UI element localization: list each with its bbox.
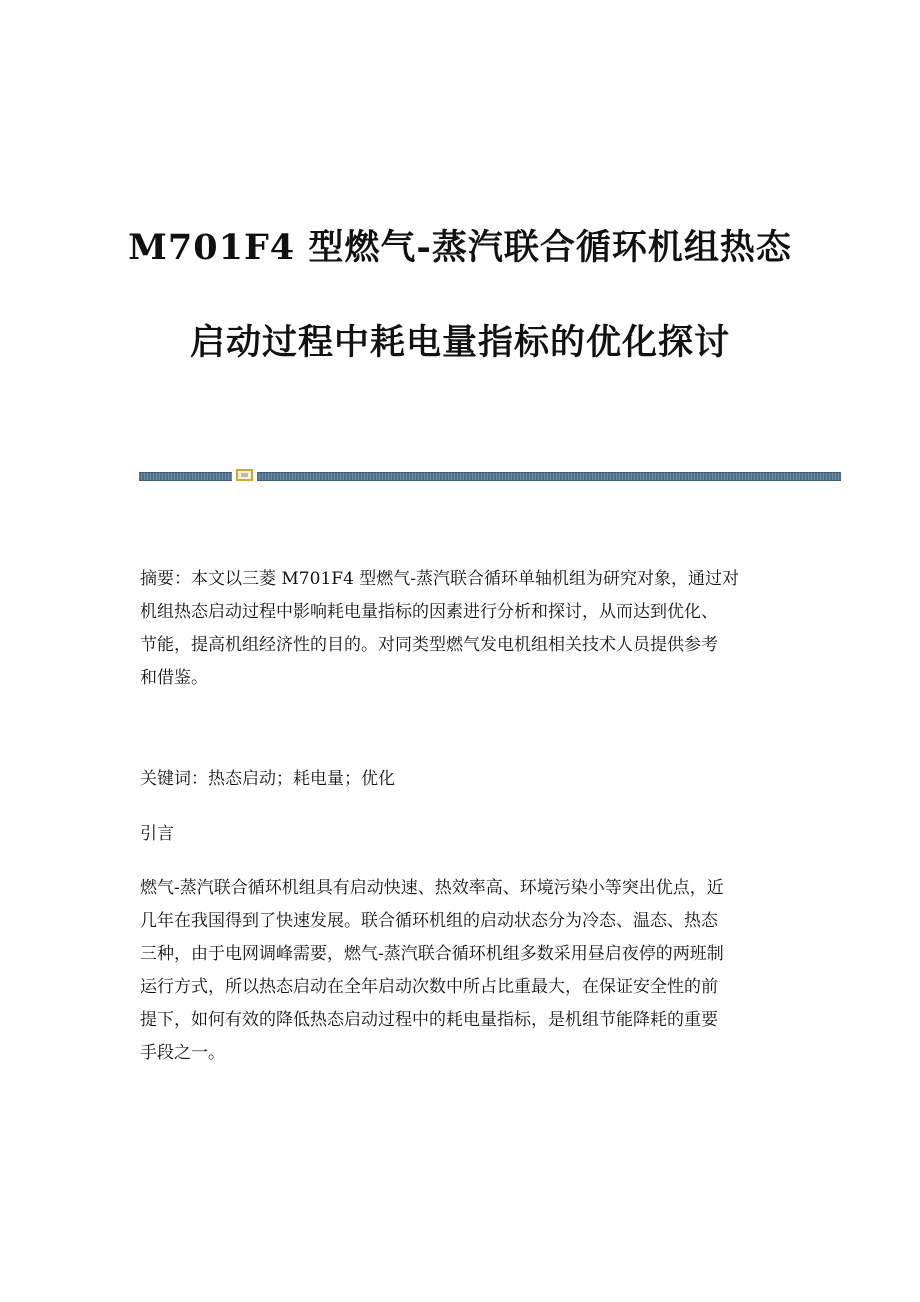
intro-line: 提下，如何有效的降低热态启动过程中的耗电量指标，是机组节能降耗的重要 (140, 1010, 718, 1030)
divider-bar-right (257, 472, 841, 481)
abstract-line: 机组热态启动过程中影响耗电量指标的因素进行分析和探讨，从而达到优化、 (140, 602, 718, 622)
abstract-line: 摘要：本文以三菱 M701F4 型燃气-蒸汽联合循环单轴机组为研究对象，通过对 (140, 569, 740, 589)
intro-line: 三种，由于电网调峰需要，燃气-蒸汽联合循环机组多数采用昼启夜停的两班制 (140, 944, 724, 964)
intro-line: 手段之一。 (140, 1043, 225, 1063)
intro-line: 燃气-蒸汽联合循环机组具有启动快速、热效率高、环境污染小等突出优点，近 (140, 878, 724, 898)
abstract-line: 节能，提高机组经济性的目的。对同类型燃气发电机组相关技术人员提供参考 (140, 635, 718, 655)
intro-heading: 引言 (140, 824, 174, 844)
divider-ornament-icon (236, 469, 253, 481)
title-divider (139, 469, 841, 481)
document-title-line-1: M701F4 型燃气-蒸汽联合循环机组热态 (128, 227, 792, 268)
intro-paragraph (140, 872, 780, 1070)
abstract-paragraph (140, 563, 780, 695)
keywords-line: 关键词：热态启动；耗电量；优化 (140, 769, 395, 789)
document-title-line-2: 启动过程中耗电量指标的优化探讨 (189, 322, 730, 363)
intro-line: 几年在我国得到了快速发展。联合循环机组的启动状态分为冷态、温态、热态 (140, 911, 718, 931)
abstract-line: 和借鉴。 (140, 668, 208, 688)
divider-bar-left (139, 472, 232, 481)
intro-line: 运行方式，所以热态启动在全年启动次数中所占比重最大，在保证安全性的前 (140, 977, 718, 997)
